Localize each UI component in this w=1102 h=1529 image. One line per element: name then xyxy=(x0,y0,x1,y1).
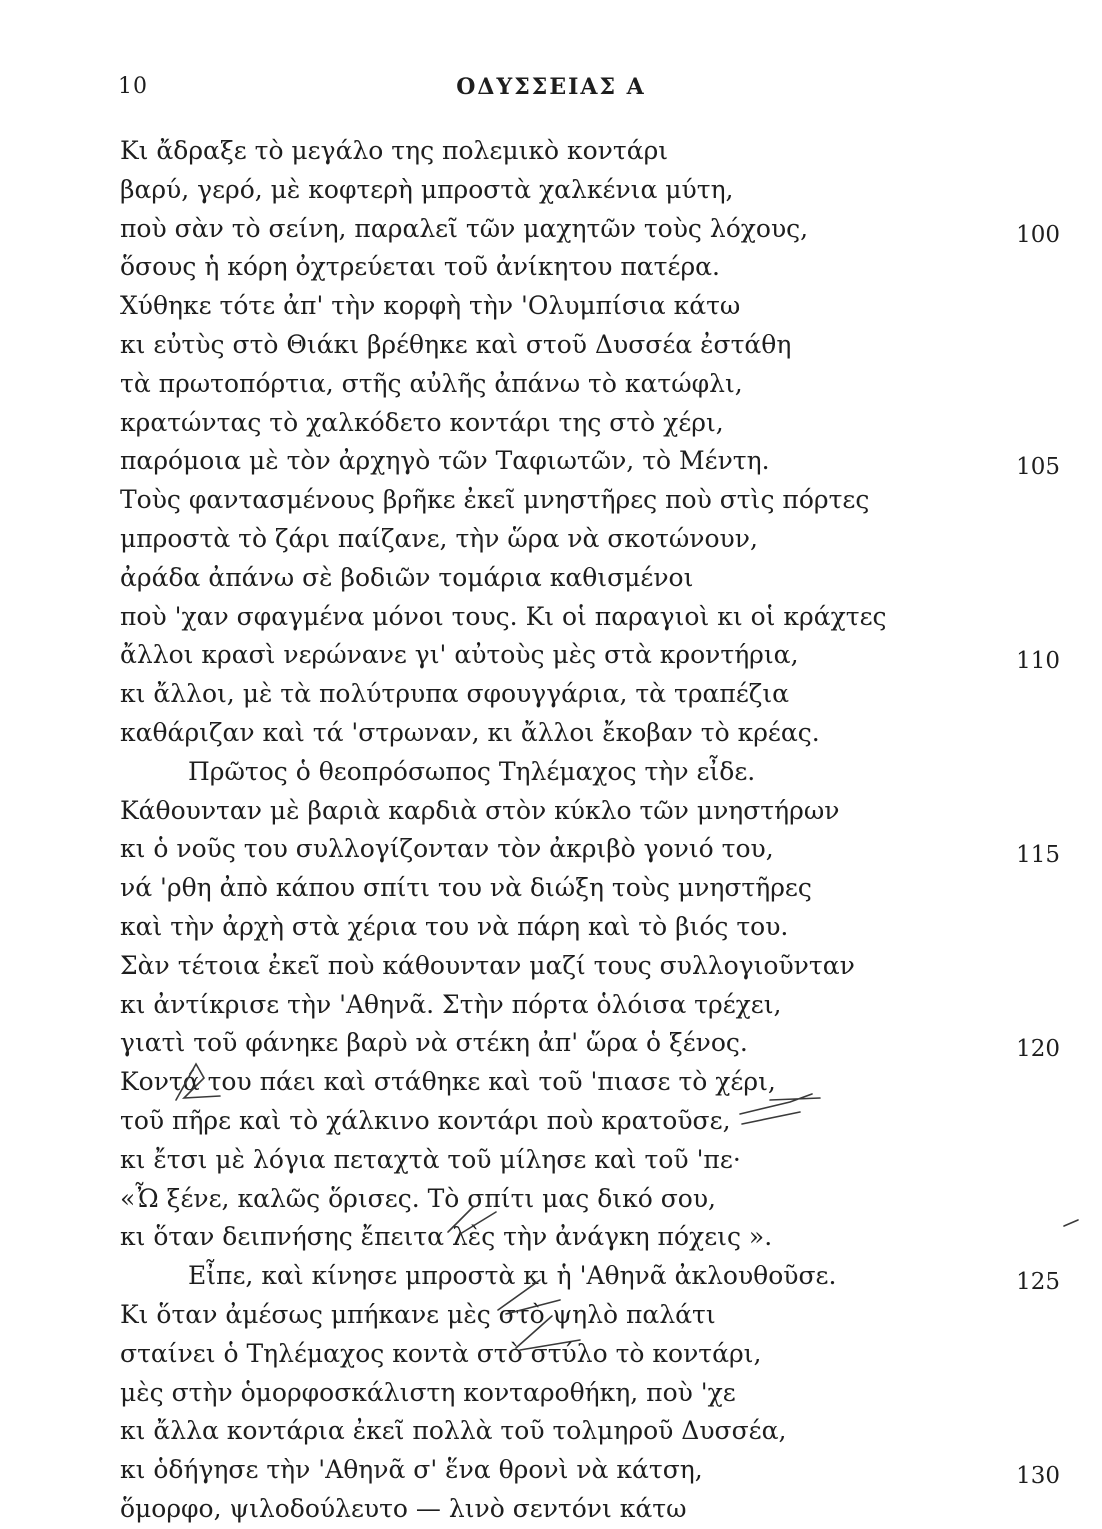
verse-text: παρόμοια μὲ τὸν ἀρχηγὸ τῶν Ταφιωτῶν, τὸ Μέντη. xyxy=(120,446,770,476)
verse-text: Κι ὅταν ἀμέσως μπήκανε μὲς στὸ ψηλὸ παλάτι xyxy=(120,1299,716,1329)
verse-line xyxy=(120,636,1060,675)
verse-line xyxy=(120,1063,1060,1102)
verse-text: κι ἀντίκρισε τὴν 'Αθηνᾶ. Στὴν πόρτα ὁλόισα τρέχει, xyxy=(120,989,782,1019)
verse-text: Κοντά του πάει καὶ στάθηκε καὶ τοῦ 'πιασε τὸ χέρι, xyxy=(120,1067,776,1097)
verse-text: κι ἄλλα κοντάρια ἐκεῖ πολλὰ τοῦ τολμηροῦ Δυσσέα, xyxy=(120,1416,787,1446)
verse-line xyxy=(120,520,1060,559)
verse-line xyxy=(120,404,1060,443)
running-title: ΟΔΥΣΣΕΙΑΣ Α xyxy=(456,74,646,100)
verse-text: ὅμορφο, ψιλοδούλευτο — λινὸ σεντόνι κάτω xyxy=(120,1493,687,1523)
verse-line xyxy=(120,132,1060,171)
verse-line xyxy=(120,869,1060,908)
verse-line xyxy=(120,830,1060,869)
verse-text: ποὺ 'χαν σφαγμένα μόνοι τους. Κι οἱ παραγιοὶ κι οἱ κράχτες xyxy=(120,601,887,631)
verse-text: μὲς στὴν ὁμορφοσκάλιστη κονταροθήκη, ποὺ 'χε xyxy=(120,1377,736,1407)
verse-text: μπροστὰ τὸ ζάρι παίζανε, τὴν ὥρα νὰ σκοτώνουν, xyxy=(120,523,758,553)
verse-line xyxy=(120,598,1060,637)
line-number: 105 xyxy=(1016,454,1060,481)
verse-text: γιατὶ τοῦ φάνηκε βαρὺ νὰ στέκη ἀπ' ὥρα ὁ ξένος. xyxy=(120,1028,748,1058)
verse-line xyxy=(120,1141,1060,1180)
verse-line xyxy=(120,714,1060,753)
verse-line xyxy=(120,753,1060,792)
verse-line xyxy=(120,1257,1060,1296)
line-number: 120 xyxy=(1016,1036,1060,1063)
verse-text: κρατώντας τὸ χαλκόδετο κοντάρι της στὸ χέρι, xyxy=(120,407,724,437)
verse-text: Χύθηκε τότε ἀπ' τὴν κορφὴ τὴν 'Ολυμπίσια κάτω xyxy=(120,291,741,321)
verse-text: Πρῶτος ὁ θεοπρόσωπος Τηλέμαχος τὴν εἶδε. xyxy=(188,756,756,786)
verse-text: βαρύ, γερό, μὲ κοφτερὴ μπροστὰ χαλκένια μύτη, xyxy=(120,174,734,204)
pencil-mark-tick xyxy=(1064,1220,1078,1226)
verse-text: κι ὁ νοῦς του συλλογίζονταν τὸν ἀκριβὸ γονιό του, xyxy=(120,834,774,864)
verse-line xyxy=(120,1024,1060,1063)
page-number: 10 xyxy=(118,74,148,99)
verse-text: Κάθουνταν μὲ βαριὰ καρδιὰ στὸν κύκλο τῶν μνηστήρων xyxy=(120,795,840,825)
verse-text: Κι ἄδραξε τὸ μεγάλο της πολεμικὸ κοντάρι xyxy=(120,136,669,165)
verse-line xyxy=(120,171,1060,210)
verse-text: τοῦ πῆρε καὶ τὸ χάλκινο κοντάρι ποὺ κρατοῦσε, xyxy=(120,1105,731,1135)
verse-line xyxy=(120,248,1060,287)
verse-line xyxy=(120,442,1060,481)
verse-text: νά 'ρθη ἀπὸ κάπου σπίτι του νὰ διώξη τοὺς μνηστῆρες xyxy=(120,873,812,903)
verse-text: ὅσους ἡ κόρη ὀχτρεύεται τοῦ ἀνίκητου πατέρα. xyxy=(120,252,720,282)
verse-line xyxy=(120,1490,1060,1529)
verse-line xyxy=(120,1218,1060,1257)
verse-text: ἄλλοι κρασὶ νερώνανε γι' αὐτοὺς μὲς στὰ κροντήρια, xyxy=(120,640,799,670)
verse-line xyxy=(120,675,1060,714)
verse-line xyxy=(120,908,1060,947)
line-number: 125 xyxy=(1016,1269,1060,1296)
verse-line xyxy=(120,287,1060,326)
verse-text: καὶ τὴν ἀρχὴ στὰ χέρια του νὰ πάρη καὶ τὸ βιός του. xyxy=(120,911,789,941)
verse-text: Εἶπε, καὶ κίνησε μπροστὰ κι ἡ 'Αθηνᾶ ἀκλουθοῦσε. xyxy=(188,1261,837,1291)
verse-text: τὰ πρωτοπόρτια, στῆς αὐλῆς ἀπάνω τὸ κατώφλι, xyxy=(120,368,743,398)
line-number: 130 xyxy=(1016,1463,1060,1490)
verse-line xyxy=(120,1451,1060,1490)
verse-text: ἀράδα ἀπάνω σὲ βοδιῶν τομάρια καθισμένοι xyxy=(120,562,694,592)
verse-block xyxy=(120,132,1060,1529)
verse-line xyxy=(120,559,1060,598)
verse-text: κι ὁδήγησε τὴν 'Αθηνᾶ σ' ἕνα θρονὶ νὰ κάτση, xyxy=(120,1455,703,1485)
line-number: 110 xyxy=(1016,648,1060,675)
verse-text: κι ἄλλοι, μὲ τὰ πολύτρυπα σφουγγάρια, τὰ τραπέζια xyxy=(120,679,790,709)
verse-text: κι εὐτὺς στὸ Θιάκι βρέθηκε καὶ στοῦ Δυσσέα ἐστάθη xyxy=(120,329,792,359)
verse-line xyxy=(120,1180,1060,1219)
verse-line xyxy=(120,986,1060,1025)
verse-line xyxy=(120,1412,1060,1451)
verse-line xyxy=(120,947,1060,986)
verse-line xyxy=(120,1335,1060,1374)
verse-text: κι ἔτσι μὲ λόγια πεταχτὰ τοῦ μίλησε καὶ τοῦ 'πε· xyxy=(120,1144,741,1174)
line-number: 100 xyxy=(1016,221,1060,248)
verse-line xyxy=(120,210,1060,249)
verse-line xyxy=(120,1102,1060,1141)
verse-line xyxy=(120,1374,1060,1413)
verse-text: κι ὅταν δειπνήσης ἔπειτα λὲς τὴν ἀνάγκη πόχεις ». xyxy=(120,1222,773,1252)
verse-line xyxy=(120,365,1060,404)
verse-text: σταίνει ὁ Τηλέμαχος κοντὰ στὸ στύλο τὸ κοντάρι, xyxy=(120,1338,762,1368)
verse-text: «Ὦ ξένε, καλῶς ὅρισες. Τὸ σπίτι μας δικό σου, xyxy=(120,1183,716,1213)
verse-text: Τοὺς φαντασμένους βρῆκε ἐκεῖ μνηστῆρες ποὺ στὶς πόρτες xyxy=(120,485,870,515)
verse-line xyxy=(120,326,1060,365)
verse-line xyxy=(120,792,1060,831)
verse-text: Σὰν τέτοια ἐκεῖ ποὺ κάθουνταν μαζί τους συλλογιοῦνταν xyxy=(120,950,855,980)
verse-line xyxy=(120,481,1060,520)
line-number: 115 xyxy=(1016,842,1060,869)
verse-line xyxy=(120,1296,1060,1335)
verse-text: καθάριζαν καὶ τά 'στρωναν, κι ἄλλοι ἔκοβαν τὸ κρέας. xyxy=(120,717,820,747)
verse-text: ποὺ σὰν τὸ σείνη, παραλεῖ τῶν μαχητῶν τοὺς λόχους, xyxy=(120,213,809,243)
